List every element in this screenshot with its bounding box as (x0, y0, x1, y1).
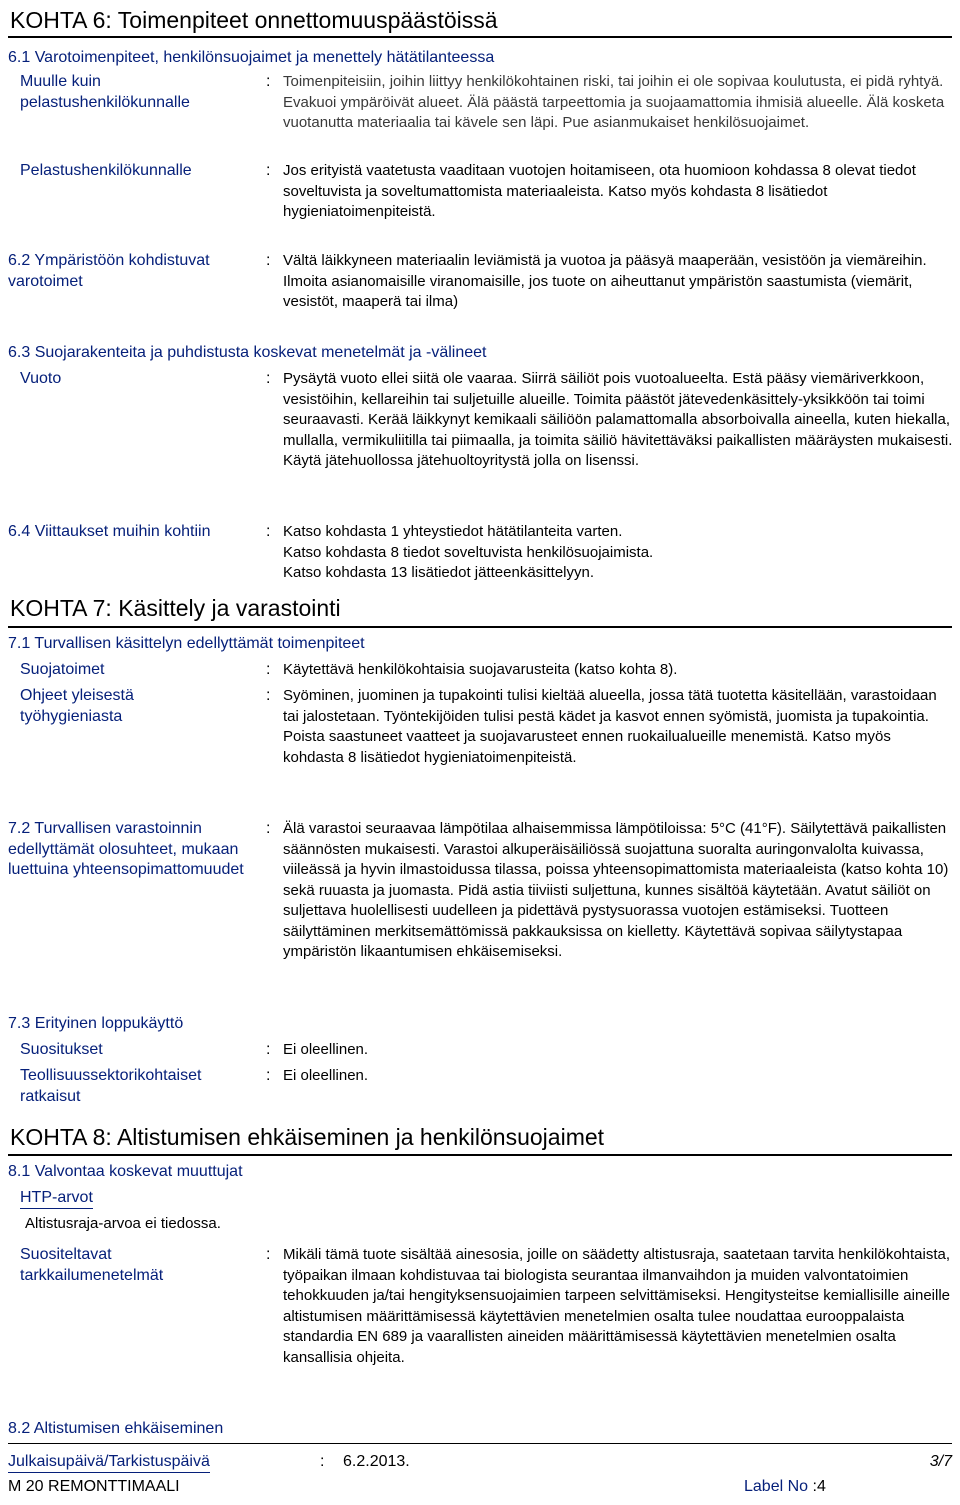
s81-colon: : (266, 1246, 271, 1263)
s63-label-spill: Vuoto (20, 370, 62, 387)
section7-title: KOHTA 7: Käsittely ja varastointi (10, 595, 341, 621)
s61-colon-2: : (266, 162, 271, 179)
s71-colon-1: : (266, 661, 271, 678)
s73-label-industrial: Teollisuussektorikohtaiset ratkaisut (20, 1067, 202, 1105)
s81-heading: 8.1 Valvontaa koskevat muuttujat (8, 1163, 243, 1180)
s61-label-emergency: Pelastushenkilökunnalle (20, 162, 192, 179)
section6-divider (8, 36, 952, 38)
s72-colon: : (266, 820, 271, 837)
s62-text: Vältä läikkyneen materiaalin leviämistä ja vuotoa ja pääsyä maaperään, vesistöön ja viemäreihin. Ilmoita asianomaisille viranomaisille, jos tuote on aiheuttanut ympäristön saastumista (viemärit, vesistöt, maaperä tai ilma) (283, 252, 927, 310)
s71-label-protective: Suojatoimet (20, 661, 105, 678)
footer-label-no-colon: : (812, 1478, 817, 1495)
s63-text-spill: Pysäytä vuoto ellei siitä ole vaaraa. Siirrä säiliöt pois vuotoalueelta. Estä pääsy viemäriverkkoon, vesistöihin, kellareihin tai suljetuille alueille. Toimita päästöt jätevedenkäsittely-yksikköön tai toimi seuraavasti. Kerää läikkynyt kemikaali säiliöön palamattomalla absorboivalla aineella, kuten hiekalla, mullalla, vermikuliitilla tai piimaalla, ja toimita säiliö hävitettäväksi paikallisten määräysten mukaisesti. Käytä jätehuollossa jätehuoltoyritystä jolla on lisenssi. (283, 370, 953, 469)
s63-heading: 6.3 Suojarakenteita ja puhdistusta koskevat menetelmät ja -välineet (8, 344, 487, 361)
footer-date-label: Julkaisupäivä/Tarkistuspäivä (8, 1452, 210, 1473)
s64-line: Katso kohdasta 8 tiedot soveltuvista henkilösuojaimista. (283, 543, 654, 561)
s63-colon: : (266, 370, 271, 387)
footer-date-colon: : (320, 1453, 325, 1470)
section8-divider (8, 1154, 952, 1156)
s62-colon: : (266, 252, 271, 269)
s73-text-industrial: Ei oleellinen. (283, 1067, 369, 1084)
s71-colon-2: : (266, 687, 271, 704)
s71-text-hygiene: Syöminen, juominen ja tupakointi tulisi kieltää alueella, jossa tätä tuotetta käsitellään, varastoidaan tai jalostetaan. Työntekijöiden tulisi pestä kädet ja kasvot ennen syömistä, juomista ja tupakointia. Poista saastuneet vaatteet ja suojavarusteet ennen ruokailualueille menemistä. Katso myös kohdasta 8 lisätiedot hygieniatoimenpiteistä. (283, 687, 937, 766)
footer-label-no-label: Label No (744, 1478, 809, 1495)
s81-monitoring-label: Suositeltavat tarkkailumenetelmät (20, 1246, 164, 1284)
s73-colon-2: : (266, 1067, 271, 1084)
s61-colon-1: : (266, 73, 271, 90)
s73-label-recommendations: Suositukset (20, 1041, 103, 1058)
s64-colon: : (266, 523, 271, 540)
s61-label-nonemergency: Muulle kuin pelastushenkilökunnalle (20, 73, 190, 111)
s64-lines (283, 522, 955, 584)
s61-text-emergency: Jos erityistä vaatetusta vaaditaan vuotojen hoitamiseen, ota huomioon kohdassa 8 olevat tiedot soveltuvista ja soveltumattomista materiaaleista. Katso myös kohdasta 8 lisätiedot hygieniatoimenpiteistä. (283, 162, 916, 220)
s64-label: 6.4 Viittaukset muihin kohtiin (8, 523, 211, 540)
footer-label-no (744, 1477, 826, 1497)
footer-product-name: M 20 REMONTTIMAALI (8, 1478, 180, 1495)
section8-title: KOHTA 8: Altistumisen ehkäiseminen ja henkilönsuojaimet (10, 1124, 605, 1150)
s61-text-nonemergency: Toimenpiteisiin, joihin liittyy henkilökohtainen riski, tai joihin ei ole sopivaa koulutusta, ei pidä ryhtyä. Evakuoi ympäröivät alueet. Älä päästä tarpeettomia ja suojaamattomia ihmisiä alueelle. Älä kosketa vuotanutta materiaalia tai kävele sen läpi. Pue asianmukaiset henkilösuojaimet. (283, 73, 945, 131)
footer-page-number: 3/7 (929, 1453, 952, 1470)
s73-colon-1: : (266, 1041, 271, 1058)
s71-label-hygiene: Ohjeet yleisestä työhygieniasta (20, 687, 134, 725)
s81-monitoring-text: Mikäli tämä tuote sisältää ainesosia, joille on säädetty altistusraja, saatetaan tarvita henkilökohtaista, työpaikan ilmaan kohdistuvaa tai biologista seurantaa ilmanvaihdon ja muiden valvontatoimien tehokkuuden ja/tai hengityksensuojaimien tarpeen selvittämiseksi. Hengitysteitse kemiallisille aineille altistumisen määrittämisessä käytettävien menetelmien osalta tulee noudattaa eurooppalaista standardia EN 689 ja vaarallisten aineiden määrittämisessä käytettävien menetelmien osalta kansallisia ohjeita. (283, 1246, 951, 1366)
s62-label: 6.2 Ympäristöön kohdistuvat varotoimet (8, 252, 210, 290)
section7-divider (8, 626, 952, 628)
s81-htp-text: Altistusraja-arvoa ei tiedossa. (25, 1215, 221, 1232)
s82-heading: 8.2 Altistumisen ehkäiseminen (8, 1420, 224, 1437)
s71-heading: 7.1 Turvallisen käsittelyn edellyttämät toimenpiteet (8, 635, 365, 652)
s64-line: Katso kohdasta 1 yhteystiedot hätätilanteita varten. (283, 523, 623, 540)
section6-title: KOHTA 6: Toimenpiteet onnettomuuspäästöissä (10, 7, 498, 33)
s81-htp-heading: HTP-arvot (20, 1188, 93, 1209)
footer-label-no-value: 4 (816, 1478, 826, 1495)
s73-text-recommendations: Ei oleellinen. (283, 1041, 369, 1058)
s72-label: 7.2 Turvallisen varastoinnin edellyttämät olosuhteet, mukaan luettuina yhteensopimattomuudet (8, 820, 244, 878)
s61-heading: 6.1 Varotoimenpiteet, henkilönsuojaimet ja menettely hätätilanteessa (8, 49, 495, 66)
s64-line: Katso kohdasta 13 lisätiedot jätteenkäsittelyyn. (283, 564, 595, 581)
s71-text-protective: Käytettävä henkilökohtaisia suojavarusteita (katso kohta 8). (283, 661, 678, 678)
s73-heading: 7.3 Erityinen loppukäyttö (8, 1015, 184, 1032)
footer-date-value: 6.2.2013. (343, 1453, 410, 1470)
footer-divider (8, 1443, 952, 1444)
s72-text: Älä varastoi seuraavaa lämpötilaa alhaisemmissa lämpötiloissa: 5°C (41°F). Säilytettävä paikallisten säännösten mukaisesti. Varastoi alkuperäisäiliössä suojattuna suoralta auringonvalolta kuivassa, viileässä ja hyvin ilmastoidussa tilassa, poissa yhteensopimattomista materiaaleista (katso kohta 10) sekä ruuasta ja juomasta. Pidä astia tiiviisti suljettuna, kunnes sisältöä käytetään. Avatut säiliöt on suljettava huolellisesti uudelleen ja pidettävä pystysuorassa vuotojen estämiseksi. Tuotteen säilyttäminen merkitsemättömissä pakkauksissa on kielletty. Käytettävä sopivaa säilytystapaa ympäristön likaantumisen ehkäisemiseksi. (283, 820, 949, 960)
